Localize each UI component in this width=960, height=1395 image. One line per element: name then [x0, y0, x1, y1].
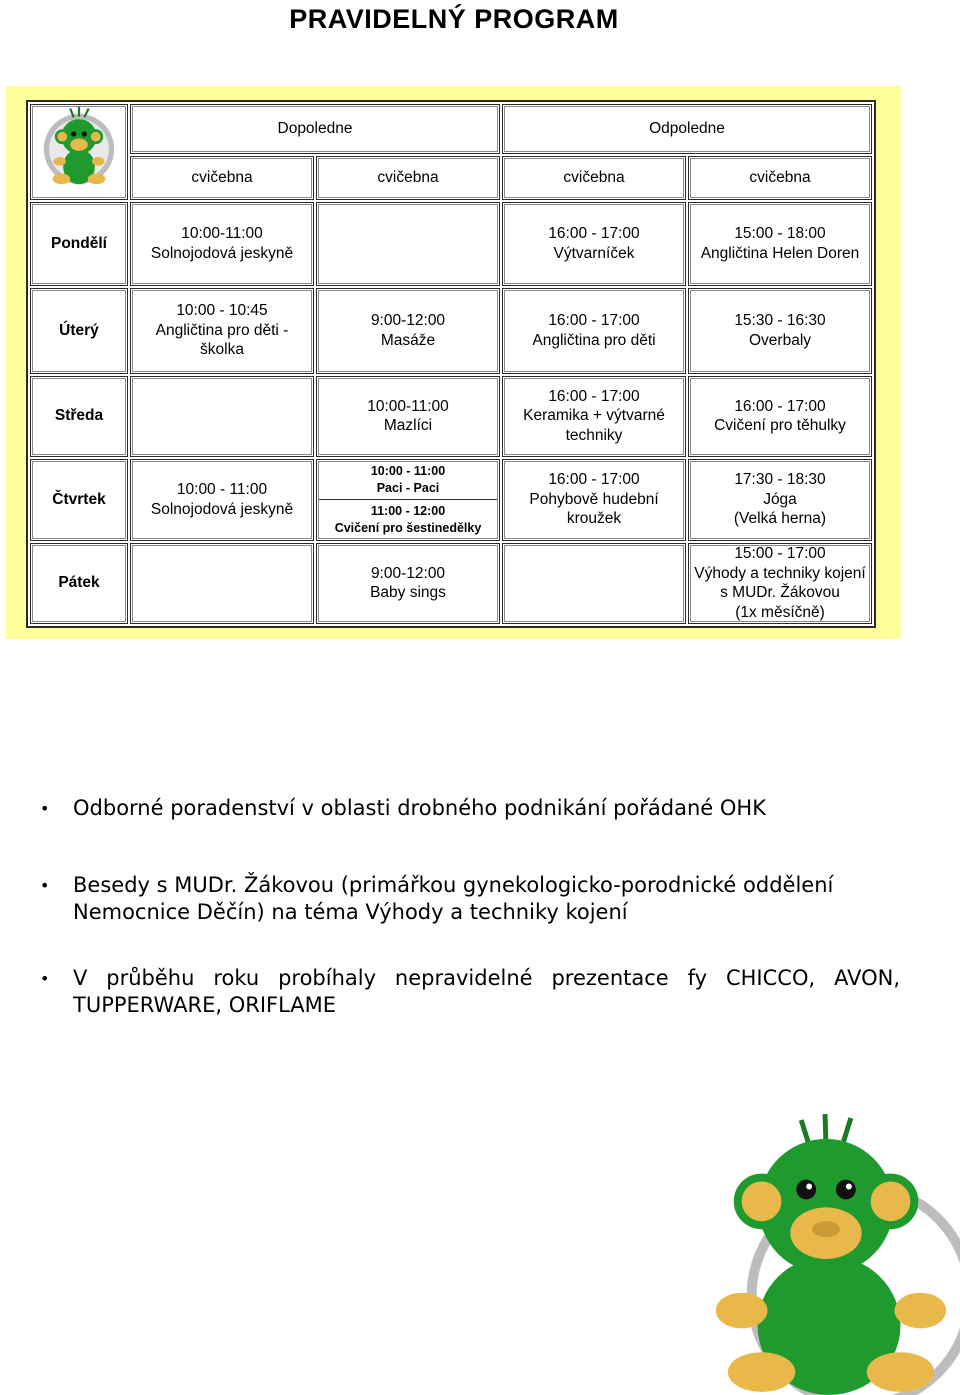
activity-name: Angličtina pro děti [532, 331, 656, 349]
room-header: cvičebna [502, 156, 686, 199]
activity-time: 15:00 - 17:00 [734, 545, 826, 562]
row-friday [30, 543, 872, 624]
activity-name: Masáže [380, 331, 436, 349]
activity-cell [316, 543, 500, 624]
activity-time: 11:00 - 12:00 [370, 503, 446, 518]
monkey-mascot-icon [702, 1112, 960, 1395]
room-header: cvičebna [688, 156, 872, 199]
activity-name-line2: (Velká herna) [733, 510, 827, 528]
activity-time: 10:00 - 11:00 [370, 463, 446, 478]
activity-name: Mazlíci [383, 417, 433, 434]
split-activity-bottom [319, 500, 497, 539]
header-morning: Dopoledne [130, 104, 500, 154]
row-thursday [30, 459, 872, 541]
activity-name: Baby sings [370, 584, 446, 601]
activity-name-line2: s MUDr. Žákovou [720, 584, 840, 601]
activity-time: 9:00-12:00 [370, 312, 446, 329]
activity-time: 17:30 - 18:30 [734, 471, 826, 489]
activity-name-line2: techniky [565, 426, 623, 444]
activity-time: 15:00 - 18:00 [734, 225, 826, 242]
activity-cell [688, 459, 872, 541]
activity-time: 10:00-11:00 [367, 397, 449, 415]
header-afternoon: Odpoledne [502, 104, 872, 154]
day-label: Středa [30, 376, 128, 457]
activity-name: Angličtina Helen Doren [700, 244, 860, 262]
bullet-item [40, 872, 900, 926]
activity-name: Solnojodová jeskyně [150, 500, 294, 518]
empty-cell [316, 202, 500, 286]
empty-cell [130, 543, 314, 624]
bullet-item [40, 795, 900, 822]
activity-name: Solnojodová jeskyně [150, 244, 294, 262]
activity-name: Jóga [763, 490, 797, 508]
split-activity-top [319, 460, 497, 500]
activity-name: Paci - Paci [376, 480, 440, 495]
activity-name: Cvičení pro šestinedělky [334, 520, 482, 535]
activity-name: Cvičení pro těhulky [714, 417, 846, 434]
activity-cell [316, 376, 500, 457]
day-label: Úterý [30, 288, 128, 374]
activity-time: 15:30 - 16:30 [734, 312, 826, 329]
empty-cell [502, 543, 686, 624]
room-header: cvičebna [130, 156, 314, 199]
bullet-text: Odborné poradenství v oblasti drobného podnikání pořádané OHK [73, 796, 766, 820]
activity-time: 16:00 - 17:00 [548, 312, 640, 329]
activity-cell [688, 202, 872, 286]
bullet-marker: • [40, 876, 50, 895]
activity-cell [130, 202, 314, 286]
day-label: Pátek [30, 543, 128, 624]
activity-cell [130, 288, 314, 374]
activity-time: 16:00 - 17:00 [548, 387, 640, 405]
day-label: Čtvrtek [30, 459, 128, 541]
activity-cell [502, 288, 686, 374]
activity-time: 10:00-11:00 [181, 225, 263, 242]
activity-name: Angličtina pro děti - [155, 321, 289, 339]
bullet-marker: • [40, 799, 50, 818]
bullet-text: Besedy s MUDr. Žákovou (primářkou gynekologicko-porodnické oddělení Nemocnice Děčín) na téma Výhody a techniky kojení [73, 873, 834, 924]
activity-name: Overbaly [748, 331, 812, 349]
activity-name-line2: školka [200, 341, 244, 359]
monkey-mascot-icon [33, 105, 125, 193]
activity-time: 16:00 - 17:00 [548, 225, 640, 242]
split-activity-cell [316, 459, 500, 541]
activity-time: 9:00-12:00 [370, 564, 446, 582]
activity-time: 10:00 - 10:45 [176, 302, 268, 320]
activity-time: 16:00 - 17:00 [548, 471, 640, 489]
row-wednesday [30, 376, 872, 457]
activity-name: Výtvarníček [553, 244, 635, 262]
day-label: Pondělí [30, 202, 128, 286]
activity-name: Pohybově hudební [529, 490, 659, 508]
logo-cell [30, 104, 128, 200]
bullet-marker: • [40, 969, 50, 988]
activity-cell [130, 459, 314, 541]
activity-cell [502, 376, 686, 457]
row-tuesday [30, 288, 872, 374]
activity-cell [316, 288, 500, 374]
page-title: PRAVIDELNÝ PROGRAM [289, 4, 619, 34]
activity-cell [688, 543, 872, 624]
activity-time: 16:00 - 17:00 [734, 397, 826, 415]
room-header: cvičebna [316, 156, 500, 199]
activity-cell [688, 376, 872, 457]
activity-name: Výhody a techniky kojení [694, 564, 866, 582]
bullet-item [40, 965, 900, 1019]
empty-cell [130, 376, 314, 457]
activity-cell [502, 202, 686, 286]
activity-time: 10:00 - 11:00 [176, 481, 268, 498]
bullet-text: V průběhu roku probíhaly nepravidelné prezentace fy CHICCO, AVON, TUPPERWARE, ORIFLAME [73, 966, 900, 1017]
activity-name-line3: (1x měsíčně) [735, 603, 825, 621]
activity-name: Keramika + výtvarné [523, 407, 665, 425]
row-monday [30, 202, 872, 286]
activity-name-line2: kroužek [566, 510, 622, 528]
activity-cell [502, 459, 686, 541]
activity-cell [688, 288, 872, 374]
schedule-table [26, 100, 876, 628]
